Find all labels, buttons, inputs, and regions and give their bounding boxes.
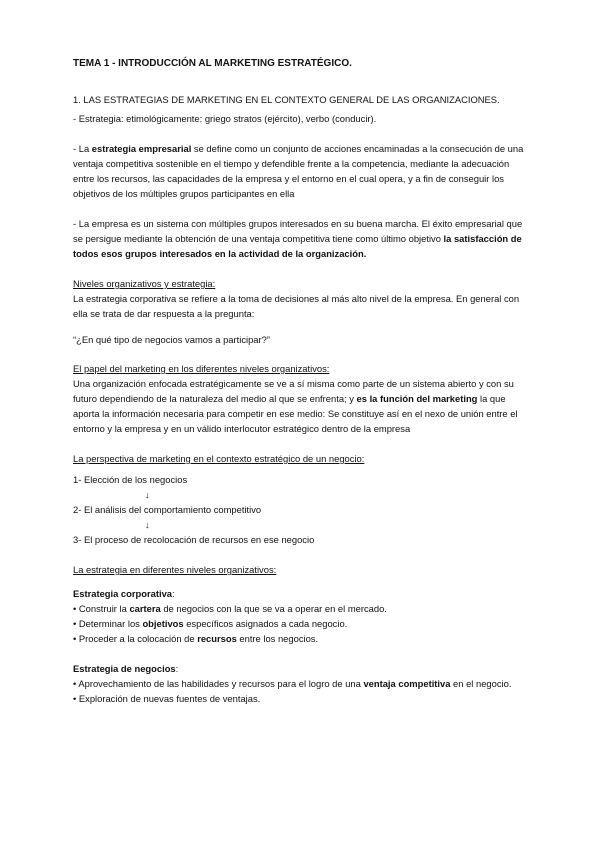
niveles-heading: Niveles organizativos y estrategia:	[73, 278, 216, 289]
niveles-text: La estrategia corporativa se refiere a la toma de decisiones al más alto nivel de la empresa. En general con ella se trata de dar respuesta a la pregunta:	[73, 293, 520, 319]
item-post: de negocios con la que se va a operar en el mercado.	[160, 603, 387, 614]
list-item	[73, 676, 531, 691]
down-arrow-icon: ↓	[145, 489, 150, 500]
list-item	[73, 631, 531, 646]
item-pre: • Determinar los	[73, 618, 143, 629]
negocios-label	[73, 661, 531, 676]
document-title: TEMA 1 - INTRODUCCIÓN AL MARKETING ESTRATÉGICO.	[73, 58, 352, 69]
document-body	[73, 57, 531, 706]
item-pre: • Aprovechamiento de las habilidades y recursos para el logro de una	[73, 678, 364, 689]
corporativa-label	[73, 586, 531, 601]
item-post: en el negocio.	[450, 678, 512, 689]
etymology-line: - Estrategia: etimológicamente: griego stratos (ejército), verbo (conducir).	[73, 113, 377, 124]
item-pre: • Construir la	[73, 603, 130, 614]
p1-post: se define como un conjunto de acciones encaminadas a la consecución de una ventaja competitiva sostenible en el tiempo y defendible frente a la competencia, mediante la adecuación entre los recursos, las capacidades de la empresa y el entorno en el cual opera, y a fin de conseguir los objetivos de los múltiples grupos participantes en ella	[73, 143, 524, 199]
down-arrow-icon: ↓	[145, 519, 150, 530]
list-item	[73, 601, 531, 616]
section1-heading: 1. LAS ESTRATEGIAS DE MARKETING EN EL CONTEXTO GENERAL DE LAS ORGANIZACIONES.	[73, 94, 500, 105]
papel-post: la que aporta la información necesaria para competir en ese medio: Se constituye así en el nexo de unión entre el entorno y la empresa y en un válido interlocutor estratégico dentro de la empresa	[73, 393, 518, 434]
niveles-question: “¿En qué tipo de negocios vamos a participar?”	[73, 334, 270, 345]
papel-text	[73, 376, 531, 436]
papel-pre: Una organización enfocada estratégicamente se ve a sí misma como parte de un sistema abierto y con su futuro dependiendo de la naturaleza del medio al que se enfrenta; y	[73, 378, 514, 404]
paragraph-empresa-sistema	[73, 216, 531, 261]
item-bold: recursos	[197, 633, 237, 644]
item-bold: ventaja competitiva	[363, 678, 451, 689]
item-bold: cartera	[129, 603, 161, 614]
p1-pre: - La	[73, 143, 92, 154]
p1-bold: estrategia empresarial	[91, 143, 192, 154]
perspectiva-heading: La perspectiva de marketing en el contexto estratégico de un negocio:	[73, 453, 365, 464]
step-1: 1- Elección de los negocios	[73, 474, 188, 485]
item-bold: objetivos	[142, 618, 184, 629]
corporativa-colon: :	[172, 588, 175, 599]
item-post: entre los negocios.	[236, 633, 319, 644]
list-item	[73, 616, 531, 631]
paragraph-estrategia-empresarial	[73, 141, 531, 201]
item-pre: • Exploración de nuevas fuentes de ventajas.	[73, 693, 261, 704]
step-2: 2- El análisis del comportamiento competitivo	[73, 504, 262, 515]
papel-heading: El papel del marketing en los diferentes niveles organizativos:	[73, 363, 330, 374]
p2-bold: la satisfacción de todos esos grupos interesados en la actividad de la organización.	[73, 233, 522, 259]
list-item	[73, 691, 531, 706]
negocios-label-text: Estrategia de negocios	[73, 663, 176, 674]
negocios-colon: :	[175, 663, 179, 674]
item-pre: • Proceder a la colocación de	[73, 633, 198, 644]
step-3: 3- El proceso de recolocación de recursos en ese negocio	[73, 534, 315, 545]
corporativa-label-text: Estrategia corporativa	[73, 588, 172, 599]
p2-pre: - La empresa es un sistema con múltiples grupos interesados en su buena marcha. El éxito empresarial que se persigue mediante la obtención de una ventaja competitiva tiene como último objetivo	[73, 218, 523, 244]
papel-bold: es la función del marketing	[356, 393, 478, 404]
item-post: específicos asignados a cada negocio.	[183, 618, 348, 629]
estrategia-niveles-heading: La estrategia en diferentes niveles organizativos:	[73, 564, 277, 575]
